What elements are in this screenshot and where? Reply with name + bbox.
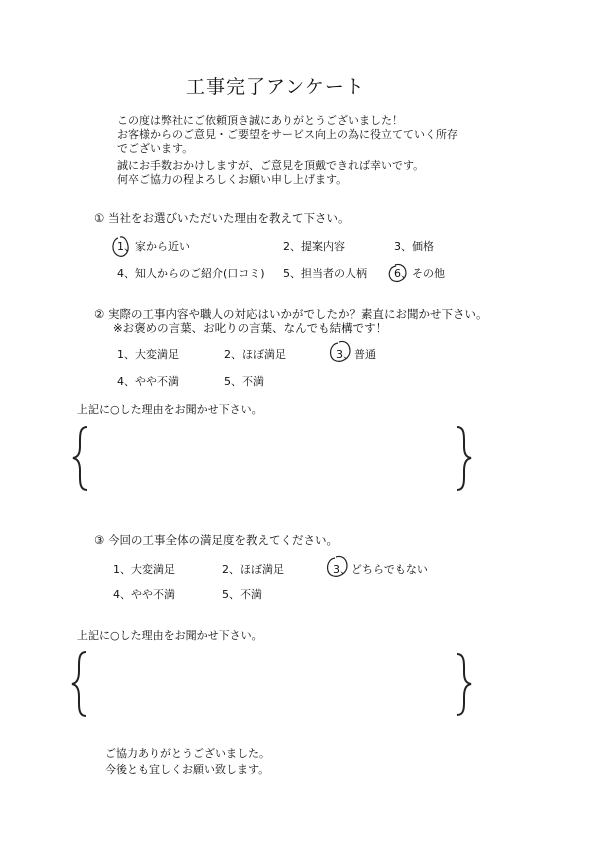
q3-option-1[interactable]: 1、大変満足 xyxy=(113,563,175,576)
q2-reason-label: 上記に○した理由をお聞かせ下さい。 xyxy=(77,403,263,416)
q1-option-5[interactable]: 5、担当者の人柄 xyxy=(283,267,367,280)
q1-answer-6-circle-mark xyxy=(389,264,406,281)
question-2-note: ※お褒めの言葉、お叱りの言葉、なんでも結構です！ xyxy=(113,321,388,335)
q2-option-3[interactable]: 3、普通 xyxy=(336,348,376,361)
question-3-label: ③ 今回の工事全体の満足度を教えてください。 xyxy=(94,533,338,547)
q1-option-6[interactable]: 6、その他 xyxy=(394,267,445,280)
intro-line-3: でございます。 xyxy=(117,142,194,155)
q3-reason-label: 上記に○した理由をお聞かせ下さい。 xyxy=(77,629,263,642)
q3-reason-right-brace xyxy=(457,654,471,715)
q3-option-4[interactable]: 4、やや不満 xyxy=(113,588,175,601)
closing-line-1: ご協力ありがとうございました。 xyxy=(105,747,270,760)
q1-option-2[interactable]: 2、提案内容 xyxy=(283,240,345,253)
q1-option-4[interactable]: 4、知人からのご紹介(口コミ) xyxy=(117,267,265,280)
question-2-label: ② 実際の工事内容や職人の対応はいかがでしたか？素直にお聞かせ下さい。 xyxy=(94,307,488,321)
q2-option-5[interactable]: 5、不満 xyxy=(224,375,264,388)
q1-option-3[interactable]: 3、価格 xyxy=(394,240,434,253)
q2-option-4[interactable]: 4、やや不満 xyxy=(117,375,179,388)
q3-answer-3-circle-mark xyxy=(328,556,347,576)
q2-option-2[interactable]: 2、ほぼ満足 xyxy=(224,348,286,361)
intro-line-1: この度は弊社にご依頼頂き誠にありがとうございました！ xyxy=(117,114,403,127)
q3-reason-left-brace xyxy=(72,652,86,716)
q3-option-2[interactable]: 2、ほぼ満足 xyxy=(222,563,284,576)
closing-line-2: 今後とも宜しくお願い致します。 xyxy=(105,763,270,776)
question-1-label: ① 当社をお選びいただいた理由を教えて下さい。 xyxy=(94,211,350,225)
q2-reason-right-brace xyxy=(457,427,471,490)
intro-line-2: お客様からのご意見・ご要望をサービス向上の為に役立てていく所存 xyxy=(117,128,458,141)
q1-answer-1-circle-mark xyxy=(113,237,128,256)
intro-line-4: 誠にお手数おかけしますが、ご意見を頂戴できれば幸いです。 xyxy=(117,159,425,172)
q2-option-1[interactable]: 1、大変満足 xyxy=(117,348,179,361)
page-title: 工事完了アンケート xyxy=(186,76,365,98)
q2-reason-left-brace xyxy=(73,427,87,490)
q3-option-5[interactable]: 5、不満 xyxy=(222,588,262,601)
intro-line-5: 何卒ご協力の程よろしくお願い申し上げます。 xyxy=(117,173,348,186)
q2-answer-3-circle-mark xyxy=(331,341,350,361)
q3-option-3[interactable]: 3、どちらでもない xyxy=(333,563,428,576)
q1-option-1[interactable]: 1、家から近い xyxy=(117,240,190,253)
